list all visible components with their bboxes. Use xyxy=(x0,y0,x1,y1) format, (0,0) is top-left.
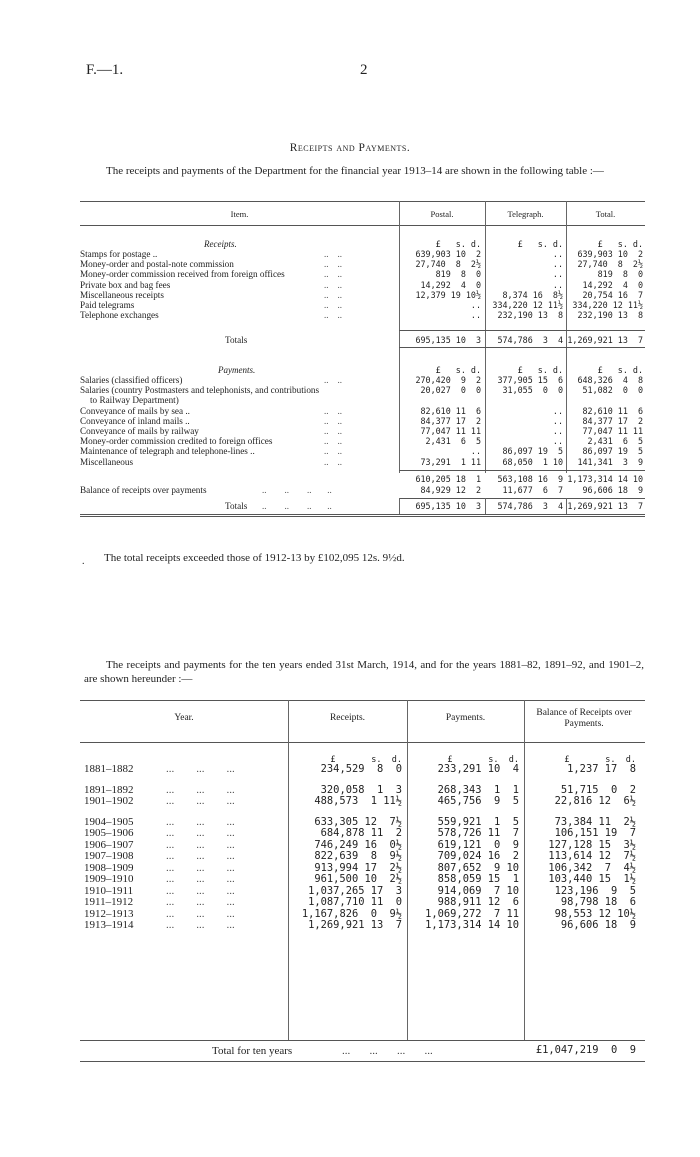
receipt-total: 232,190 13 8 xyxy=(577,310,643,321)
year-payments: 1,069,272 7 11 xyxy=(425,907,519,920)
payment-item-label: Conveyance of mails by railway xyxy=(80,426,199,436)
year-balance: 106,342 7 4½ xyxy=(548,861,636,874)
units-balance: £ s. d. xyxy=(564,755,636,765)
payment-leaders: .. .. xyxy=(324,375,342,385)
year-receipts: 1,269,921 13 7 xyxy=(308,919,402,931)
year-balance: 96,606 18 9 xyxy=(560,919,636,931)
document-reference: F.—1. xyxy=(86,62,124,78)
receipt-leaders: .. .. xyxy=(324,269,342,280)
payment-leaders: .. .. xyxy=(324,415,342,426)
header-total: Total. xyxy=(595,209,616,219)
receipt-leaders: .. .. xyxy=(324,289,342,300)
year-label: 1908–1909 xyxy=(84,861,134,874)
year-balance: 73,384 11 2½ xyxy=(554,815,636,828)
units-telegraph-2: £ s. d. xyxy=(517,365,563,375)
payment-telegraph: .. xyxy=(552,415,563,426)
year-leaders: ... ... ... xyxy=(166,815,235,828)
receipt-item-label: Stamps for postage .. xyxy=(80,249,158,259)
year-payments: 988,911 12 6 xyxy=(437,896,519,908)
receipt-leaders: .. .. xyxy=(324,279,342,290)
year-balance: 103,440 15 1½ xyxy=(548,873,636,885)
payment-item-label: Conveyance of mails by sea .. xyxy=(80,405,190,416)
units-payments: £ s. d. xyxy=(447,755,519,765)
year-leaders: ... ... ... xyxy=(166,783,235,796)
payments-subtotal-postal: 610,205 18 1 xyxy=(415,474,481,484)
payment-item-label-cont: to Railway Department) xyxy=(90,395,179,406)
receipt-item-label: Money-order and postal-note commission xyxy=(80,259,234,270)
payment-total: 84,377 17 2 xyxy=(582,415,643,426)
summary-sentence: The total receipts exceeded those of 1912-13 by £102,095 12s. 9½d. xyxy=(104,552,405,564)
year-payments: 559,921 1 5 xyxy=(437,815,519,828)
balance-total: 96,606 18 9 xyxy=(582,485,643,495)
total-leaders: ... ... ... ... xyxy=(342,1045,433,1057)
receipt-postal: 12,379 19 10½ xyxy=(415,289,481,300)
year-leaders: ... ... ... xyxy=(166,850,235,862)
payment-leaders: .. .. xyxy=(324,456,342,467)
year-payments: 807,652 9 10 xyxy=(437,861,519,874)
year-balance: 51,715 0 2 xyxy=(560,783,636,796)
balance-leaders: .. .. .. .. xyxy=(262,485,332,495)
balance-telegraph: 11,677 6 7 xyxy=(502,485,563,495)
payment-postal: 84,377 17 2 xyxy=(420,415,481,426)
year-payments: 578,726 11 7 xyxy=(437,827,519,839)
payment-total: 2,431 6 5 xyxy=(587,436,643,447)
receipt-telegraph: .. xyxy=(552,249,563,259)
year-balance: 22,816 12 6½ xyxy=(554,795,636,807)
payment-total: 51,082 0 0 xyxy=(582,385,643,396)
total-ten-years-value: £1,047,219 0 9 xyxy=(535,1044,636,1056)
payments-total-total: 1,269,921 13 7 xyxy=(567,501,643,511)
intro-paragraph-2: The receipts and payments for the ten years ended 31st March, 1914, and for the years 1881–82, 1891–92, and 1901–2, are shown hereunder :— xyxy=(84,659,644,685)
receipt-total: 27,740 8 2½ xyxy=(577,259,643,270)
year-balance: 127,128 15 3½ xyxy=(548,838,636,851)
payment-postal: 82,610 11 6 xyxy=(420,405,481,416)
receipt-total: 20,754 16 7 xyxy=(582,289,643,300)
receipt-total: 819 8 0 xyxy=(597,269,643,280)
year-leaders: ... ... ... xyxy=(166,763,235,775)
year-balance: 113,614 12 7½ xyxy=(548,850,636,862)
year-receipts: 488,573 1 11½ xyxy=(314,795,402,807)
units-postal: £ s. d. xyxy=(435,239,481,249)
year-receipts: 633,305 12 7½ xyxy=(314,815,402,828)
year-leaders: ... ... ... xyxy=(166,884,235,897)
year-label: 1912–1913 xyxy=(84,907,134,920)
year-label: 1881–1882 xyxy=(84,763,134,775)
receipt-telegraph: .. xyxy=(552,269,563,280)
payment-postal: 2,431 6 5 xyxy=(425,436,481,447)
receipt-telegraph: 8,374 16 8½ xyxy=(502,289,563,300)
payment-leaders: .. .. xyxy=(324,436,342,447)
year-receipts: 913,994 17 2½ xyxy=(314,861,402,874)
header-telegraph: Telegraph. xyxy=(507,209,544,219)
payment-leaders: .. .. xyxy=(324,426,342,436)
year-leaders: ... ... ... xyxy=(166,795,235,807)
year-leaders: ... ... ... xyxy=(166,919,235,931)
year-label: 1901–1902 xyxy=(84,795,134,807)
receipt-postal: 639,903 10 2 xyxy=(415,249,481,259)
receipts-totals-label: Totals xyxy=(225,335,248,345)
year-payments: 1,173,314 14 10 xyxy=(425,919,519,931)
payments-subtotal-total: 1,173,314 14 10 xyxy=(567,474,643,484)
receipt-leaders: .. .. xyxy=(324,249,342,259)
receipt-postal: 27,740 8 2½ xyxy=(415,259,481,270)
receipts-total-postal: 695,135 10 3 xyxy=(415,335,481,345)
units-postal-2: £ s. d. xyxy=(435,365,481,375)
year-receipts: 961,500 10 2½ xyxy=(314,873,402,885)
payment-telegraph: .. xyxy=(552,426,563,436)
payment-postal: 77,047 11 11 xyxy=(420,426,481,436)
receipt-total: 639,903 10 2 xyxy=(577,249,643,259)
year-label: 1913–1914 xyxy=(84,919,134,931)
units-total: £ s. d. xyxy=(597,239,643,249)
units-receipts: £ s. d. xyxy=(330,755,402,765)
receipt-postal: 14,292 4 0 xyxy=(420,279,481,290)
year-leaders: ... ... ... xyxy=(166,838,235,851)
payment-postal: 20,027 0 0 xyxy=(420,385,481,396)
receipt-total: 334,220 12 11½ xyxy=(572,300,643,310)
year-leaders: ... ... ... xyxy=(166,896,235,908)
receipt-item-label: Miscellaneous receipts xyxy=(80,289,164,300)
year-payments: 268,343 1 1 xyxy=(437,783,519,796)
header-payments: Payments. xyxy=(445,713,486,723)
payment-postal: 73,291 1 11 xyxy=(420,456,481,467)
payment-item-label: Salaries (country Postmasters and telephonists, and contributions xyxy=(80,385,320,396)
page-number: 2 xyxy=(360,62,368,78)
payments-total-telegraph: 574,786 3 4 xyxy=(497,501,563,511)
year-label: 1911–1912 xyxy=(84,896,134,908)
payment-total: 82,610 11 6 xyxy=(582,405,643,416)
payment-leaders: .. .. xyxy=(324,405,342,416)
receipt-leaders: .. .. xyxy=(324,310,342,321)
year-balance: 106,151 19 7 xyxy=(554,827,636,839)
year-payments: 619,121 0 9 xyxy=(437,838,519,851)
year-label: 1906–1907 xyxy=(84,838,134,851)
receipt-telegraph: 232,190 13 8 xyxy=(497,310,563,321)
payment-item-label: Conveyance of inland mails .. xyxy=(80,415,190,426)
receipt-postal: 819 8 0 xyxy=(435,269,481,280)
payment-item-label: Miscellaneous xyxy=(80,456,134,467)
year-leaders: ... ... ... xyxy=(166,873,235,885)
payments-total-postal: 695,135 10 3 xyxy=(415,501,481,511)
receipt-telegraph: .. xyxy=(552,259,563,270)
payment-item-label: Money-order commission credited to foreign offices xyxy=(80,436,273,447)
payment-total: 648,326 4 8 xyxy=(577,375,643,385)
year-receipts: 1,037,265 17 3 xyxy=(308,884,402,897)
payment-item-label: Maintenance of telegraph and telephone-lines .. xyxy=(80,446,255,457)
receipt-postal: .. xyxy=(470,300,481,310)
payments-totals-label: Totals xyxy=(225,501,248,511)
payment-postal: .. xyxy=(470,446,481,457)
year-balance: 1,237 17 8 xyxy=(567,763,636,775)
year-leaders: ... ... ... xyxy=(166,861,235,874)
year-payments: 914,069 7 10 xyxy=(437,884,519,897)
year-receipts: 1,087,710 11 0 xyxy=(308,896,402,908)
receipt-item-label: Private box and bag fees xyxy=(80,279,171,290)
year-balance: 98,798 18 6 xyxy=(560,896,636,908)
year-balance: 98,553 12 10½ xyxy=(554,907,636,920)
receipt-total: 14,292 4 0 xyxy=(582,279,643,290)
payment-total: 77,047 11 11 xyxy=(582,426,643,436)
payment-leaders: .. .. xyxy=(324,446,342,457)
header-item: Item. xyxy=(230,209,249,219)
units-total-2: £ s. d. xyxy=(597,365,643,375)
receipt-leaders: .. .. xyxy=(324,259,342,270)
year-label: 1891–1892 xyxy=(84,783,134,796)
year-label: 1904–1905 xyxy=(84,815,134,828)
year-receipts: 234,529 8 0 xyxy=(320,763,402,775)
payment-postal: 270,420 9 2 xyxy=(415,375,481,385)
receipt-item-label: Paid telegrams xyxy=(80,300,135,310)
total-ten-years-label: Total for ten years xyxy=(212,1045,293,1057)
payments-subtotal-telegraph: 563,108 16 9 xyxy=(497,474,563,484)
payments-caption: Payments. xyxy=(218,365,256,375)
header-postal: Postal. xyxy=(430,209,454,219)
receipt-telegraph: .. xyxy=(552,279,563,290)
header-balance: Balance of Receipts over Payments. xyxy=(536,708,632,729)
payment-telegraph: 86,097 19 5 xyxy=(502,446,563,457)
header-year: Year. xyxy=(174,713,194,723)
year-balance: 123,196 9 5 xyxy=(554,884,636,897)
receipts-total-telegraph: 574,786 3 4 xyxy=(497,335,563,345)
receipt-item-label: Telephone exchanges xyxy=(80,310,159,321)
intro-paragraph-1: The receipts and payments of the Department for the financial year 1913–14 are shown in the following table :— xyxy=(106,165,604,177)
payment-telegraph: 31,055 0 0 xyxy=(502,385,563,396)
year-label: 1907–1908 xyxy=(84,850,134,862)
year-payments: 858,059 15 1 xyxy=(437,873,519,885)
receipt-postal: .. xyxy=(470,310,481,321)
balance-label: Balance of receipts over payments xyxy=(80,485,207,495)
totals-leaders: .. .. .. .. xyxy=(262,501,332,511)
receipts-caption: Receipts. xyxy=(204,239,237,249)
section-title: Receipts and Payments. xyxy=(289,142,411,154)
year-receipts: 320,058 1 3 xyxy=(320,783,402,796)
receipt-telegraph: 334,220 12 11½ xyxy=(492,300,563,310)
payment-telegraph: .. xyxy=(552,436,563,447)
payment-telegraph: 68,050 1 10 xyxy=(502,456,563,467)
payment-telegraph: 377,905 15 6 xyxy=(497,375,563,385)
year-leaders: ... ... ... xyxy=(166,907,235,920)
year-payments: 465,756 9 5 xyxy=(437,795,519,807)
year-leaders: ... ... ... xyxy=(166,827,235,839)
receipt-leaders: .. .. xyxy=(324,300,342,310)
year-receipts: 822,639 8 9½ xyxy=(314,850,402,862)
balance-postal: 84,929 12 2 xyxy=(420,485,481,495)
year-payments: 233,291 10 4 xyxy=(437,763,519,775)
receipt-item-label: Money-order commission received from foreign offices xyxy=(80,269,285,280)
units-telegraph: £ s. d. xyxy=(517,239,563,249)
receipts-total-total: 1,269,921 13 7 xyxy=(567,335,643,345)
year-payments: 709,024 16 2 xyxy=(437,850,519,862)
year-label: 1910–1911 xyxy=(84,884,134,897)
payment-telegraph: .. xyxy=(552,405,563,416)
year-receipts: 1,167,826 0 9½ xyxy=(301,907,402,920)
year-receipts: 746,249 16 0½ xyxy=(314,838,402,851)
payment-total: 86,097 19 5 xyxy=(582,446,643,457)
payment-total: 141,341 3 9 xyxy=(577,456,643,467)
year-label: 1909–1910 xyxy=(84,873,134,885)
payment-item-label: Salaries (classified officers) xyxy=(80,375,183,385)
year-label: 1905–1906 xyxy=(84,827,134,839)
year-receipts: 684,878 11 2 xyxy=(320,827,402,839)
header-receipts: Receipts. xyxy=(329,713,366,723)
